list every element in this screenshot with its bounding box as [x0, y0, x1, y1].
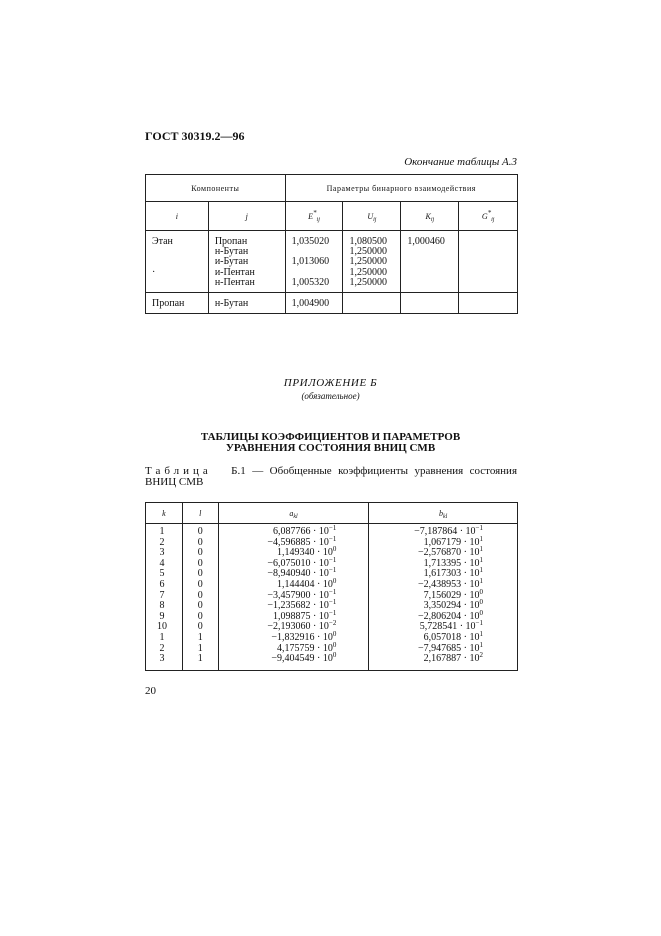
section-title-line-2: УРАВНЕНИЯ СОСТОЯНИЯ ВНИЦ СМВ	[225, 442, 436, 454]
caption-word: Таблица	[145, 465, 212, 477]
k-value: 3	[159, 653, 165, 665]
l-value: 0	[197, 536, 203, 548]
k-value: 10	[156, 621, 167, 633]
g-sub: ij	[491, 216, 495, 223]
cell-lines	[459, 293, 517, 313]
cell-line	[465, 278, 517, 288]
g-symbol: G	[481, 211, 488, 221]
cell-line: Этан	[152, 236, 173, 247]
col-a-values	[218, 524, 369, 671]
cell-lines	[286, 293, 343, 313]
b-exponent: 1	[479, 545, 483, 554]
cell-line	[407, 299, 458, 309]
a-mantissa: 1,098875 · 10	[273, 610, 329, 622]
table-b1-body-row	[146, 524, 518, 671]
e-symbol: E	[308, 211, 314, 221]
k-sub: ij	[430, 216, 435, 223]
cell-line: 1,005320	[291, 276, 330, 288]
u-symbol: U	[367, 211, 374, 221]
l-value: 0	[197, 589, 203, 601]
section-title	[0, 432, 661, 454]
k-value: 8	[159, 600, 165, 612]
g-star: *	[487, 208, 492, 217]
cell-line	[407, 268, 458, 278]
table-a3-cell-u	[343, 231, 401, 293]
table-a3-cell-k	[401, 293, 459, 314]
table-b1-caption	[145, 466, 517, 488]
l-value: 1	[197, 653, 203, 665]
page-number: 20	[145, 685, 156, 697]
a-symbol: a	[289, 508, 294, 518]
col-e-header	[285, 202, 343, 231]
cell-line: Пропан	[214, 236, 248, 247]
a-mantissa: 1,149340 · 10	[276, 547, 333, 559]
cell-lines	[146, 231, 208, 292]
cell-lines	[401, 293, 458, 313]
table-a3-cell-g	[459, 231, 518, 293]
table-a3-sub-header-row	[146, 202, 518, 231]
k-value: 3	[159, 547, 165, 559]
a-mantissa: 1,144404 · 10	[276, 578, 333, 590]
table-a3-cell-k	[401, 231, 459, 293]
k-value: 7	[159, 589, 165, 601]
a-exponent: −2	[328, 619, 337, 628]
table-a3-cell-i	[146, 293, 209, 314]
table-continuation-label: Окончание таблицы А.3	[404, 156, 517, 168]
a-exponent: 0	[332, 629, 337, 638]
cell-lines	[401, 231, 458, 292]
col-b-values	[369, 524, 518, 671]
appendix-status: (обязательное)	[301, 391, 360, 401]
a-value	[219, 651, 369, 665]
k-value: 2	[159, 536, 165, 548]
a-mantissa: −1,832916 · 10	[271, 631, 333, 643]
a-mantissa: −4,596885 · 10	[267, 536, 329, 548]
table-a3-cell-e	[285, 293, 343, 314]
col-k-header	[401, 202, 459, 231]
cell-line: н-Пентан	[214, 276, 255, 288]
cell-line	[349, 299, 400, 309]
cell-line	[465, 299, 517, 309]
a-exponent: −1	[328, 566, 337, 575]
b-mantissa: −2,806204 · 10	[418, 610, 480, 622]
b-sub: kl	[442, 513, 448, 520]
k-value: 4	[159, 557, 165, 569]
col-a-header	[218, 503, 369, 524]
b-symbol: b	[438, 508, 443, 518]
k-value: 6	[159, 578, 165, 590]
b-exponent: 0	[479, 598, 483, 607]
a-exponent: 0	[332, 651, 337, 660]
cell-line	[465, 257, 517, 267]
l-value: 0	[197, 557, 203, 569]
a-exponent: 0	[332, 545, 337, 554]
a-mantissa: −9,404549 · 10	[271, 653, 333, 665]
cell-line: 1,080500	[349, 236, 387, 247]
cell-line	[152, 247, 208, 257]
document-header: ГОСТ 30319.2—96	[145, 129, 245, 143]
b-exponent: 1	[479, 629, 483, 638]
b-exponent: 2	[479, 651, 483, 660]
b-exponent: −1	[475, 619, 483, 628]
cell-lines	[459, 231, 517, 292]
table-b1-header-row	[146, 503, 518, 524]
b-exponent: −1	[475, 524, 483, 532]
b-exponent: 1	[479, 534, 483, 543]
b-exponent: 1	[479, 566, 483, 575]
b-exponent: 1	[479, 640, 483, 649]
k-value: 1	[159, 526, 165, 537]
l-value: 0	[197, 600, 203, 612]
k-value: 5	[159, 568, 165, 580]
k-value: 9	[159, 610, 165, 622]
cell-line	[407, 257, 458, 267]
b-exponent: 1	[479, 555, 483, 564]
cell-line	[465, 237, 517, 247]
a-mantissa: 6,087766 · 10	[273, 526, 329, 537]
a-mantissa: −3,457900 · 10	[267, 589, 329, 601]
cell-lines	[209, 231, 285, 292]
cell-line: Пропан	[152, 298, 185, 310]
table-a3-cell-e	[285, 231, 343, 293]
cell-lines	[146, 293, 208, 313]
b-exponent: 1	[479, 576, 483, 585]
a-exponent: 0	[332, 576, 337, 585]
b-mantissa: −2,438953 · 10	[418, 578, 480, 590]
a-mantissa: −6,075010 · 10	[267, 557, 329, 569]
cell-line: 1,250000	[349, 246, 387, 258]
table-b1	[145, 502, 518, 671]
section-title-line-1: ТАБЛИЦЫ КОЭФФИЦИЕНТОВ И ПАРАМЕТРОВ	[200, 431, 461, 443]
a-mantissa: −2,193060 · 10	[267, 621, 329, 633]
b-mantissa: 1,713395 · 10	[423, 557, 480, 569]
table-a3-group-header-row	[146, 175, 518, 202]
appendix-title: ПРИЛОЖЕНИЕ Б	[283, 377, 378, 389]
a-exponent: −1	[328, 524, 337, 532]
b-mantissa: 7,156029 · 10	[423, 589, 480, 601]
cell-line	[152, 257, 208, 267]
a-exponent: −1	[328, 587, 337, 596]
cell-line	[465, 268, 517, 278]
col-g-header	[459, 202, 518, 231]
table-a3-row	[146, 293, 518, 314]
cell-line: 1,250000	[349, 266, 387, 278]
cell-line: 1,004900	[291, 298, 330, 310]
cell-line: 1,250000	[349, 276, 387, 288]
cell-line: 1,035020	[291, 236, 330, 247]
col-k-values	[146, 524, 183, 671]
col-j-header: j	[208, 202, 285, 231]
table-a3-cell-j	[208, 293, 285, 314]
b-mantissa: 6,057018 · 10	[423, 631, 480, 643]
cell-lines	[286, 231, 343, 292]
table-a3	[145, 174, 518, 314]
a-exponent: −1	[328, 534, 337, 543]
cell-lines	[343, 231, 400, 292]
l-value: 0	[197, 568, 203, 580]
cell-line: и-Пентан	[214, 266, 255, 278]
col-l-header: l	[182, 503, 218, 524]
col-l-values	[182, 524, 218, 671]
a-exponent: −1	[328, 608, 337, 617]
cell-line: н-Бутан	[214, 298, 249, 310]
a-sub: kl	[293, 513, 298, 520]
l-value: 1	[197, 642, 203, 654]
l-value: 0	[197, 621, 203, 633]
e-star: *	[313, 208, 317, 217]
components-header: Компоненты	[146, 175, 286, 202]
b-exponent: 0	[479, 587, 483, 596]
col-u-header	[343, 202, 401, 231]
table-a3-cell-i	[146, 231, 209, 293]
l-value: 0	[197, 547, 203, 559]
cell-lines	[209, 293, 285, 313]
u-sub: ij	[373, 216, 377, 223]
a-mantissa: −1,235682 · 10	[267, 600, 329, 612]
table-a3-body	[146, 231, 518, 314]
table-a3-cell-j	[208, 231, 285, 293]
b-value	[369, 651, 517, 665]
table-a3-cell-g	[459, 293, 518, 314]
b-mantissa: 5,728541 · 10	[419, 621, 476, 633]
k-symbol: K	[425, 211, 431, 221]
b-mantissa: −2,576870 · 10	[418, 547, 480, 559]
binary-params-header: Параметры бинарного взаимодействия	[285, 175, 517, 202]
col-i-header: i	[146, 202, 209, 231]
l-value: 0	[197, 526, 203, 537]
cell-line: и-Бутан	[214, 256, 249, 268]
b-mantissa: 1,067179 · 10	[423, 536, 480, 548]
cell-line: 1,013060	[291, 256, 330, 268]
b-exponent: 0	[479, 608, 483, 617]
b-mantissa: 2,167887 · 10	[423, 653, 480, 665]
cell-line: н-Бутан	[214, 246, 249, 258]
table-a3-row	[146, 231, 518, 293]
b-mantissa: 3,350294 · 10	[423, 600, 480, 612]
cell-line	[407, 247, 458, 257]
cell-lines	[343, 293, 400, 313]
col-b-header	[369, 503, 518, 524]
cell-line: 1,000460	[407, 236, 445, 247]
l-value: 1	[197, 631, 203, 643]
table-a3-cell-u	[343, 293, 401, 314]
k-value: 2	[159, 642, 165, 654]
b-mantissa: 1,617303 · 10	[423, 568, 480, 580]
a-exponent: −1	[328, 598, 337, 607]
e-sub: ij	[316, 216, 320, 223]
cell-line: 1,250000	[349, 256, 387, 268]
caption-text: Б.1 — Обобщенные коэффициенты уравнения состояния ВНИЦ СМВ	[145, 465, 518, 488]
a-mantissa: −8,940940 · 10	[267, 568, 329, 580]
k-value: 1	[159, 631, 165, 643]
l-value: 0	[197, 578, 203, 590]
cell-line	[465, 247, 517, 257]
cell-line: ·	[152, 266, 156, 278]
b-mantissa: −7,947685 · 10	[418, 642, 480, 654]
a-exponent: −1	[328, 555, 337, 564]
b-mantissa: −7,187864 · 10	[414, 526, 476, 537]
a-exponent: 0	[332, 640, 337, 649]
cell-line	[407, 278, 458, 288]
a-mantissa: 4,175759 · 10	[276, 642, 333, 654]
cell-line	[152, 278, 208, 288]
col-k-header: k	[146, 503, 183, 524]
l-value: 0	[197, 610, 203, 622]
